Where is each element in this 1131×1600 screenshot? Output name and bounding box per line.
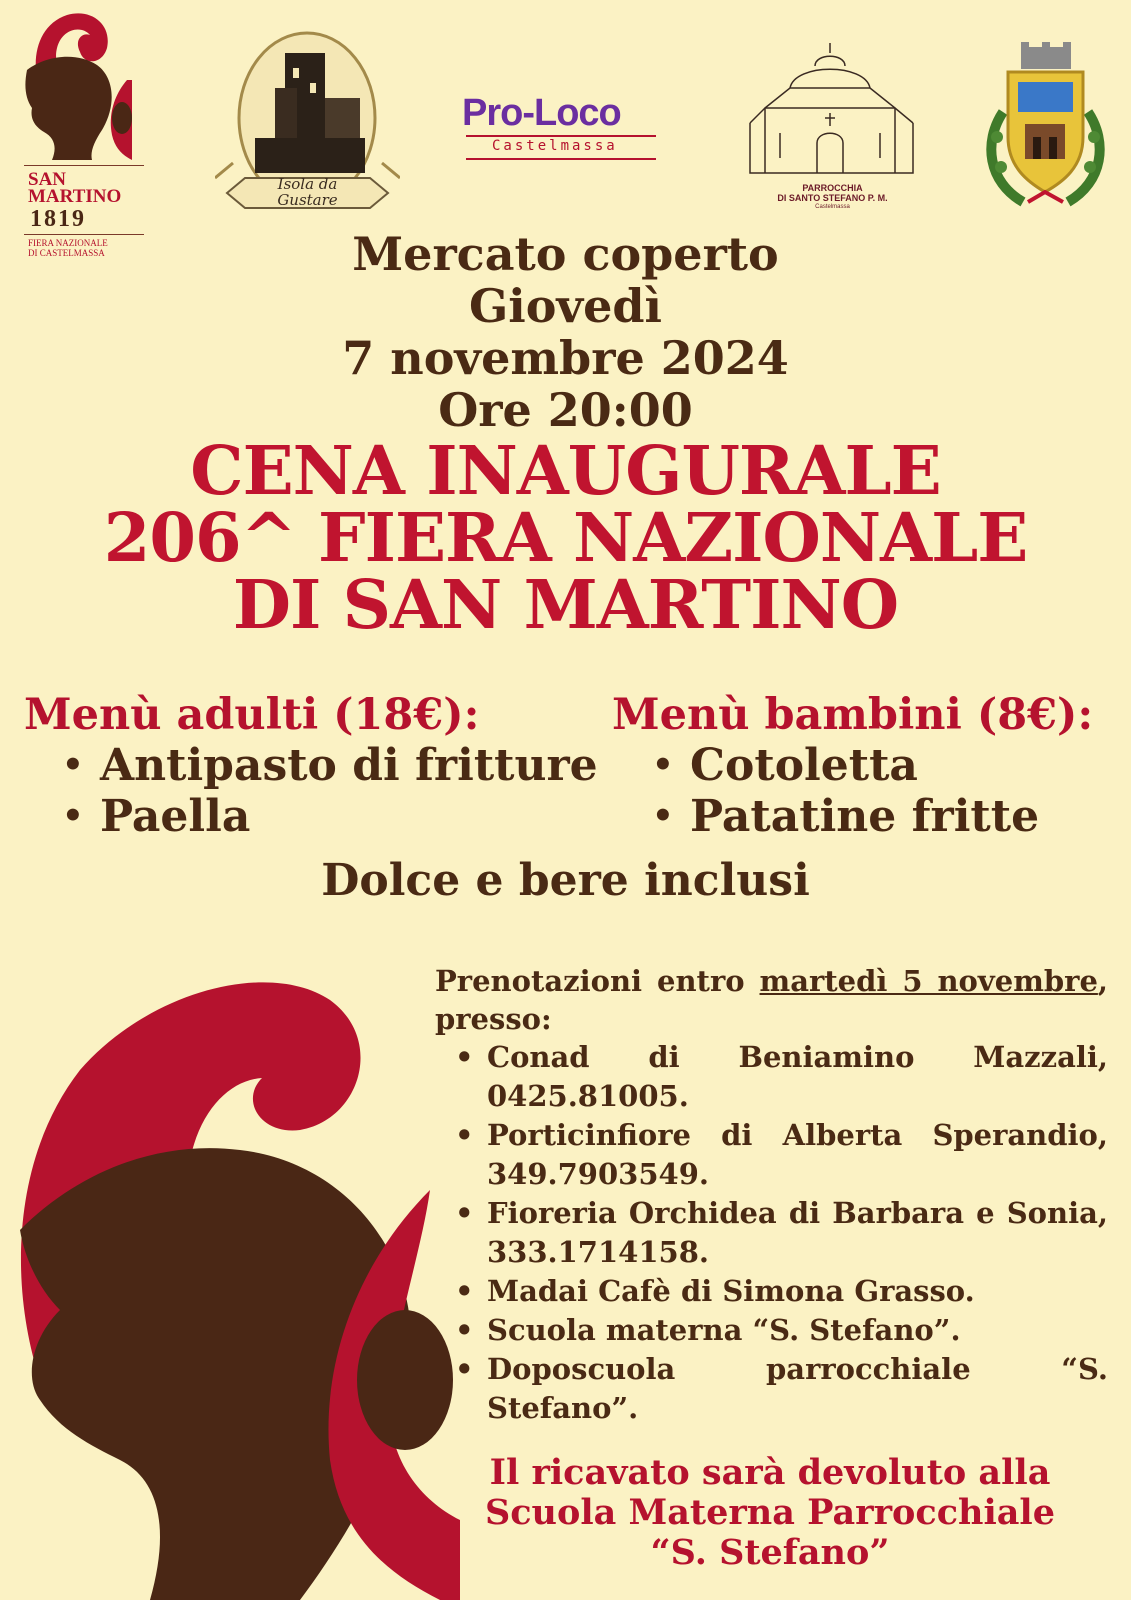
- menu-adulti-list: [62, 740, 598, 842]
- san-label: SAN: [28, 169, 67, 190]
- menu-bambini-list: [652, 740, 1039, 842]
- booking-place: • Porticinfiore di Alberta Sperandio, 349.7903549.: [435, 1116, 1108, 1194]
- parish-town-label: Castelmassa: [815, 203, 850, 210]
- proloco-subtitle: Castelmassa: [492, 138, 618, 154]
- title-line-1: CENA INAUGURALE: [190, 431, 941, 510]
- booking-deadline: martedì 5 novembre: [759, 964, 1098, 998]
- san-martino-horse-emblem: [0, 960, 460, 1600]
- booking-intro-before: Prenotazioni entro: [435, 964, 760, 998]
- day-text: Giovedì: [468, 279, 663, 333]
- proceeds-note: [455, 1453, 1085, 1573]
- proceeds-line-3: “S. Stefano”: [650, 1532, 890, 1573]
- booking-intro: [435, 962, 1108, 1038]
- santo-stefano-label: DI SANTO STEFANO P. M.: [777, 193, 888, 204]
- date-text: 7 novembre 2024: [342, 331, 789, 385]
- booking-place: • Madai Cafè di Simona Grasso.: [435, 1272, 1108, 1311]
- booking-section: [435, 962, 1108, 1428]
- church-icon: [745, 38, 920, 178]
- coat-of-arms-icon: [983, 42, 1108, 217]
- menu-bambini-item: • Patatine fritte: [652, 791, 1039, 842]
- booking-place: • Scuola materna “S. Stefano”.: [435, 1311, 1108, 1350]
- proloco-logo: [462, 92, 662, 164]
- menu-bambini-title: Menù bambini (8€):: [612, 690, 1094, 740]
- proceeds-line-1: Il ricavato sarà devoluto alla: [489, 1452, 1051, 1493]
- isola-label: Isola da: [277, 175, 338, 193]
- menu-adulti-item: • Antipasto di fritture: [62, 740, 598, 791]
- venue-text: Mercato coperto: [352, 227, 779, 281]
- isola-da-gustare-logo: [215, 28, 400, 228]
- menu-adulti-item: • Paella: [62, 791, 598, 842]
- year-label: 1819: [30, 206, 86, 232]
- proloco-title: Pro-Loco: [462, 92, 621, 134]
- menu-bambini-item: • Cotoletta: [652, 740, 1039, 791]
- booking-intro-after: , presso:: [435, 964, 1108, 1036]
- booking-place: • Fioreria Orchidea di Barbara e Sonia, 333.1714158.: [435, 1194, 1108, 1272]
- title-line-2: 206^ FIERA NAZIONALE: [103, 498, 1028, 577]
- castelmassa-label: DI CASTELMASSA: [28, 248, 105, 258]
- included-text: Dolce e bere inclusi: [321, 855, 810, 906]
- menu-adulti-title: Menù adulti (18€):: [24, 690, 480, 740]
- small-horse-icon: [22, 10, 132, 160]
- parrocchia-logo: [745, 38, 920, 213]
- fiera-label: FIERA NAZIONALE: [28, 238, 108, 248]
- san-martino-logo: [20, 10, 150, 258]
- time-text: Ore 20:00: [438, 383, 693, 437]
- proceeds-line-2: Scuola Materna Parrocchiale: [484, 1492, 1056, 1533]
- booking-place: • Doposcuola parrocchiale “S. Stefano”.: [435, 1350, 1108, 1428]
- title-line-3: DI SAN MARTINO: [232, 565, 899, 644]
- parrocchia-label: PARROCCHIA: [802, 183, 863, 193]
- martino-label: MARTINO: [28, 186, 122, 207]
- gustare-label: Gustare: [277, 191, 338, 209]
- booking-place: • Conad di Beniamino Mazzali, 0425.81005.: [435, 1038, 1108, 1116]
- booking-places-list: [435, 1038, 1108, 1428]
